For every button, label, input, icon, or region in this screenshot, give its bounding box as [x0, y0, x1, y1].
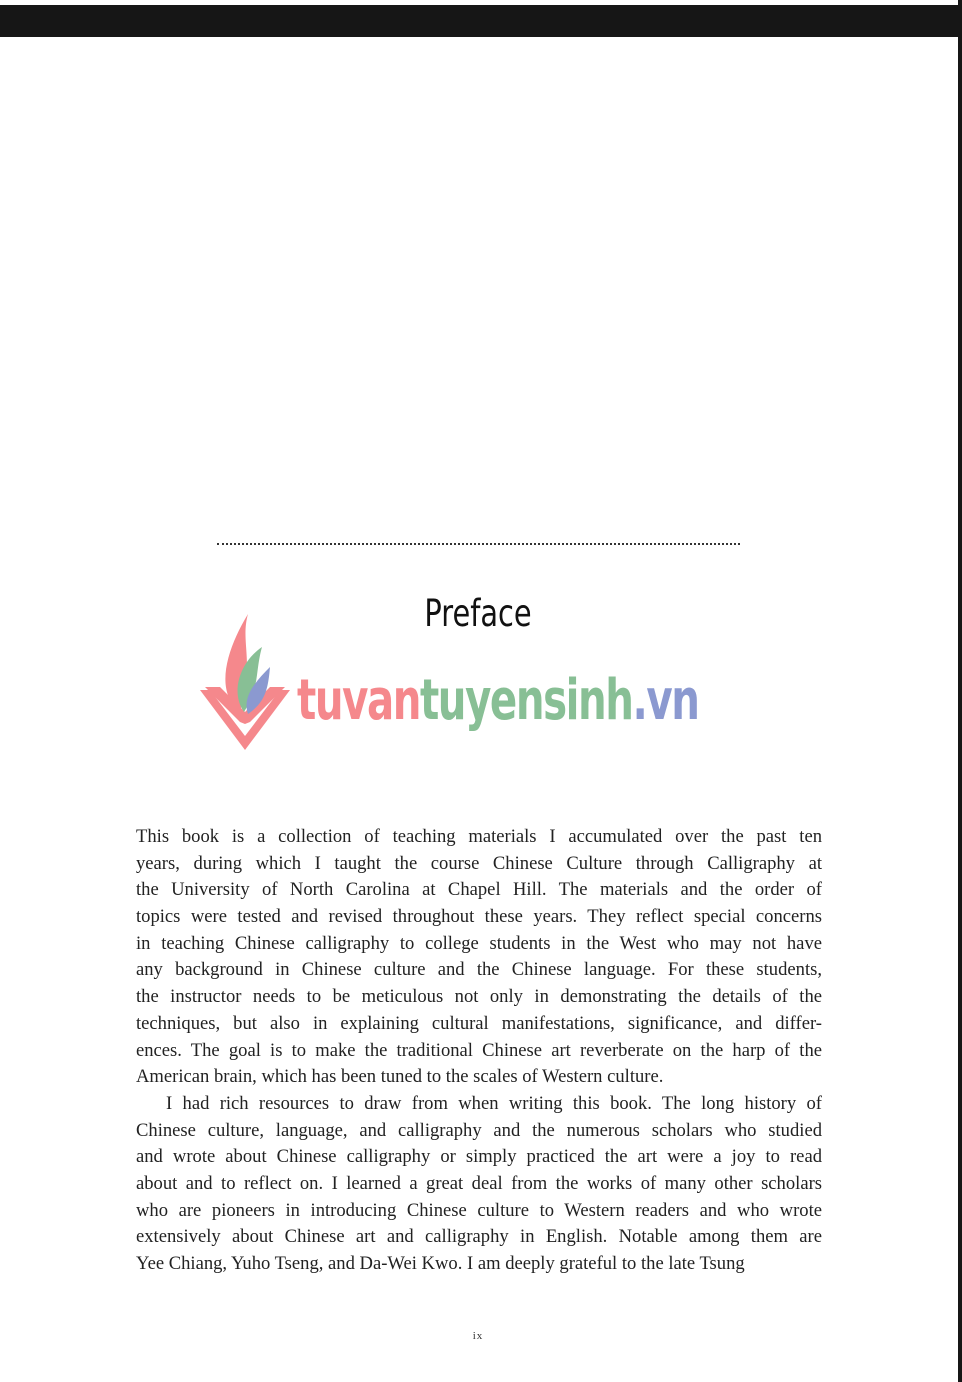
paragraph-line: American brain, which has been tuned to the scales of Western culture. — [136, 1066, 664, 1088]
paragraph-line: in teaching Chinese calligraphy to college students in the West who may not have — [136, 932, 822, 954]
watermark-logo — [200, 612, 700, 752]
paragraph-line: about and to reflect on. I learned a great deal from the works of many other scholars — [136, 1172, 822, 1194]
viewer-scrollbar-edge[interactable] — [958, 0, 962, 1382]
paragraph-line: and wrote about Chinese calligraphy or simply practiced the art were a joy to read — [136, 1146, 822, 1168]
dotted-divider — [217, 543, 740, 545]
watermark-part-green: tuyensinh — [419, 668, 633, 733]
paragraph-line: Chinese culture, language, and calligraphy and the numerous scholars who studied — [136, 1119, 822, 1141]
preface-body — [136, 824, 822, 1278]
paragraph-line: ences. The goal is to make the traditional Chinese art reverberate on the harp of the — [136, 1039, 822, 1061]
flame-logo-icon — [200, 612, 300, 752]
paragraph-line: extensively about Chinese art and calligraphy in English. Notable among them are — [136, 1226, 822, 1248]
paragraph-line: the University of North Carolina at Chapel Hill. The materials and the order of — [136, 879, 822, 901]
paragraph-line: the instructor needs to be meticulous not only in demonstrating the details of the — [136, 986, 822, 1008]
watermark-part-red: tuvan — [297, 668, 420, 733]
watermark-text — [297, 668, 699, 733]
viewer-top-bar — [0, 5, 962, 37]
paragraph-line: any background in Chinese culture and the Chinese language. For these students, — [136, 959, 822, 981]
paragraph-line: who are pioneers in introducing Chinese culture to Western readers and who wrote — [136, 1199, 822, 1221]
page-title: Preface — [424, 592, 532, 635]
paragraph-line: I had rich resources to draw from when writing this book. The long history of — [166, 1092, 822, 1114]
paragraph-line: topics were tested and revised throughout these years. They reflect special concerns — [136, 906, 822, 928]
paragraph-line: Yee Chiang, Yuho Tseng, and Da-Wei Kwo. I am deeply grateful to the late Tsung — [136, 1253, 745, 1274]
paragraph-line: years, during which I taught the course Chinese Culture through Calligraphy at — [136, 852, 822, 874]
paragraph-line: This book is a collection of teaching materials I accumulated over the past ten — [136, 826, 822, 847]
page-number: ix — [472, 1330, 484, 1342]
watermark-part-blue: .vn — [632, 668, 699, 733]
paragraph-line: techniques, but also in explaining cultural manifestations, significance, and differ- — [136, 1012, 822, 1034]
